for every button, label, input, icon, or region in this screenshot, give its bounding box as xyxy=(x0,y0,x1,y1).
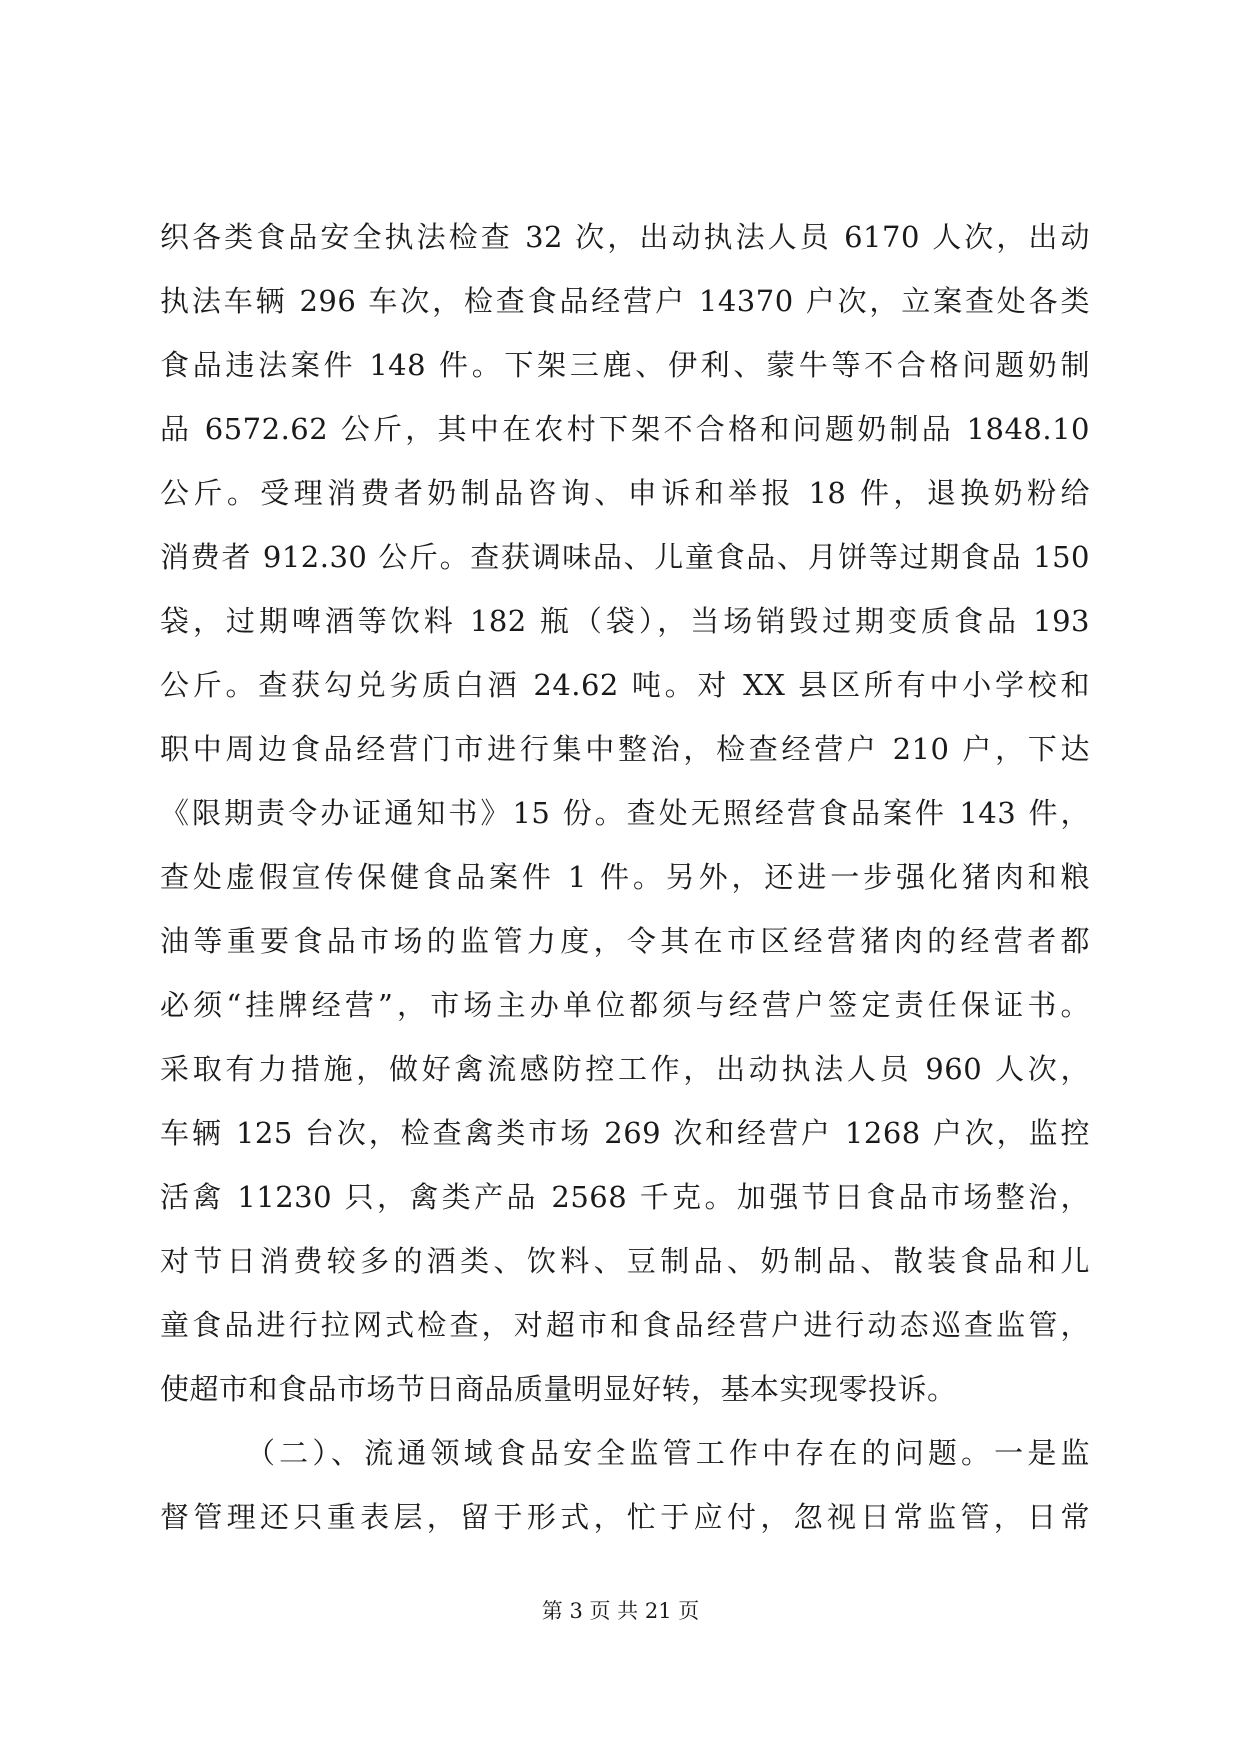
text-line: 对节日消费较多的酒类、饮料、豆制品、奶制品、散装食品和儿 xyxy=(160,1244,1090,1278)
text-line: 品 6572.62 公斤，其中在农村下架不合格和问题奶制品 1848.10 xyxy=(160,412,1090,446)
text-line: 食品违法案件 148 件。下架三鹿、伊利、蒙牛等不合格问题奶制 xyxy=(160,348,1090,382)
text-line: 织各类食品安全执法检查 32 次，出动执法人员 6170 人次，出动 xyxy=(160,220,1090,254)
text-line: 查处虚假宣传保健食品案件 1 件。另外，还进一步强化猪肉和粮 xyxy=(160,860,1090,894)
text-line: 必须“挂牌经营”，市场主办单位都须与经营户签定责任保证书。 xyxy=(160,988,1090,1022)
text-line: 童食品进行拉网式检查，对超市和食品经营户进行动态巡查监管， xyxy=(160,1308,1090,1342)
text-line: 采取有力措施，做好禽流感防控工作，出动执法人员 960 人次， xyxy=(160,1052,1090,1086)
text-line: 袋，过期啤酒等饮料 182 瓶（袋），当场销毁过期变质食品 193 xyxy=(160,604,1090,638)
page-number-footer: 第 3 页 共 21 页 xyxy=(541,1599,700,1623)
text-line: 《限期责令办证通知书》15 份。查处无照经营食品案件 143 件， xyxy=(160,796,1090,830)
text-line: 消费者 912.30 公斤。查获调味品、儿童食品、月饼等过期食品 150 xyxy=(160,540,1090,574)
document-body xyxy=(160,205,1090,1549)
text-line: 油等重要食品市场的监管力度，令其在市区经营猪肉的经营者都 xyxy=(160,924,1090,958)
text-line: 使超市和食品市场节日商品质量明显好转，基本实现零投诉。 xyxy=(160,1372,957,1406)
text-line: 车辆 125 台次，检查禽类市场 269 次和经营户 1268 户次，监控 xyxy=(160,1116,1090,1150)
text-line: 活禽 11230 只，禽类产品 2568 千克。加强节日食品市场整治， xyxy=(160,1180,1090,1214)
text-line: 公斤。受理消费者奶制品咨询、申诉和举报 18 件，退换奶粉给 xyxy=(160,476,1090,510)
text-line: 督管理还只重表层，留于形式，忙于应付，忽视日常监管，日常 xyxy=(160,1500,1090,1534)
text-line: 执法车辆 296 车次，检查食品经营户 14370 户次，立案查处各类 xyxy=(160,284,1090,318)
section-heading-line: （二）、流通领域食品安全监管工作中存在的问题。一是监 xyxy=(246,1436,1090,1470)
text-line: 公斤。查获勾兑劣质白酒 24.62 吨。对 XX 县区所有中小学校和 xyxy=(160,668,1090,702)
text-line: 职中周边食品经营门市进行集中整治，检查经营户 210 户，下达 xyxy=(160,732,1090,766)
